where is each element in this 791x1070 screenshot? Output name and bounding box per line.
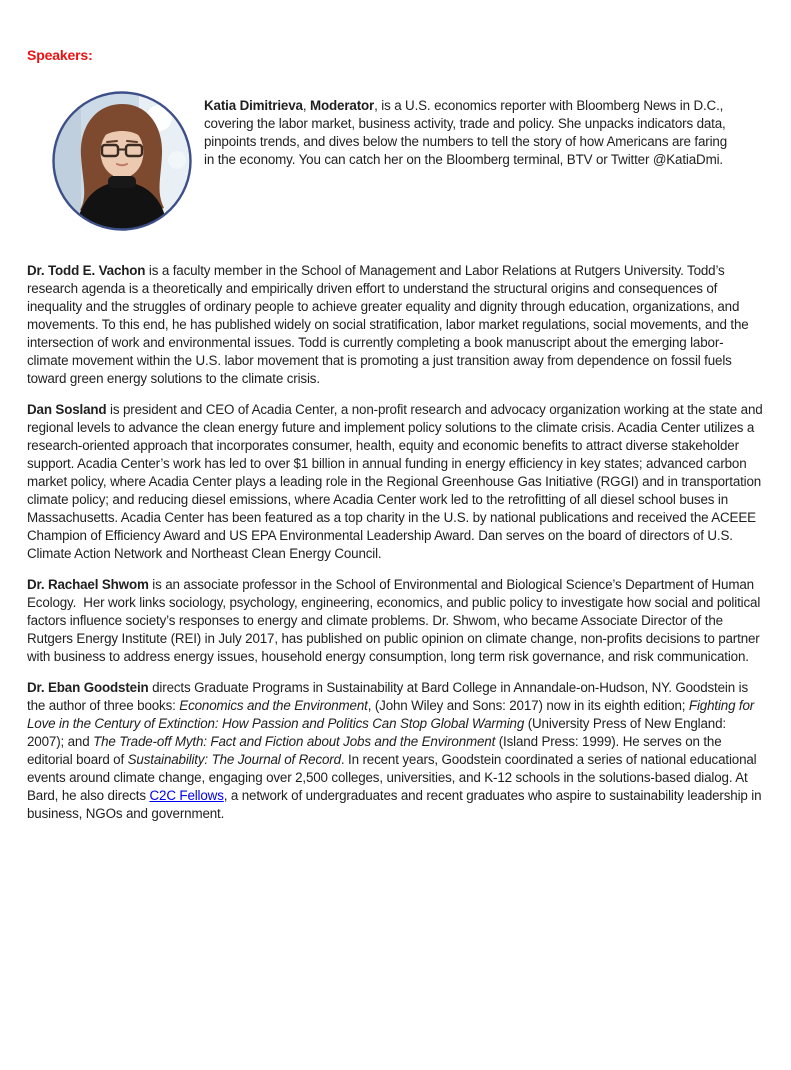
speaker-role: Moderator xyxy=(309,98,375,113)
book-title: Fighting for Love in the Century of Extinction: How Passion and Politics Can Stop Global Warming xyxy=(27,698,758,731)
document-page xyxy=(0,46,791,823)
moderator-section xyxy=(51,90,764,232)
headshot-photo-icon xyxy=(51,90,193,232)
speaker-name: Dan Sosland xyxy=(27,402,107,417)
speaker-bios xyxy=(27,262,767,823)
bio-dan-sosland: Dan Sosland is president and CEO of Acadia Center, a non-profit research and advocacy organization working at the state and regional levels to advance the clean energy future and implement policy solutions to the climate crisis. Acadia Center utilizes a research-oriented approach that incorporates consumer, health, equity and economic benefits to attract diverse stakeholder support. Acadia Center’s work has led to over $1 billion in annual funding in energy efficiency in key states; advanced carbon market policy, where Acadia Center plays a leading role in the Regional Greenhouse Gas Initiative (RGGI) and in transportation climate policy; and reducing diesel emissions, where Acadia Center work led to the retrofitting of all diesel school buses in Massachusetts. Acadia Center has been featured as a top charity in the U.S. by national publications and received the ACEEE Champion of Efficiency Award and US EPA Environmental Leadership Award. Dan serves on the board of directors of U.S. Climate Action Network and Northeast Clean Energy Council. xyxy=(27,402,767,561)
speaker-name: Katia Dimitrieva xyxy=(204,98,303,113)
book-title: Economics and the Environment xyxy=(179,698,368,713)
bio-katia-dimitrieva xyxy=(204,90,729,182)
c2c-fellows-link[interactable]: C2C Fellows xyxy=(149,788,224,803)
speaker-name: Dr. Todd E. Vachon xyxy=(27,263,146,278)
journal-title: Sustainability: The Journal of Record xyxy=(127,752,341,767)
bio-rachael-shwom: Dr. Rachael Shwom is an associate professor in the School of Environmental and Biological Science’s Department of Human Ecology. Her work links sociology, psychology, engineering, economics, and public policy to investigate how social and political factors influence society’s responses to energy and climate problems. Dr. Shwom, who became Associate Director of the Rutgers Energy Institute (REI) in July 2017, has published on public opinion on climate change, non-profits decisions to partner with business to address energy issues, household energy consumption, long term risk governance, and risk communication. xyxy=(27,577,764,664)
book-title: The Trade-off Myth: Fact and Fiction about Jobs and the Environment xyxy=(93,734,496,749)
speaker-name: Dr. Rachael Shwom xyxy=(27,577,149,592)
bio-todd-vachon: Dr. Todd E. Vachon is a faculty member in the School of Management and Labor Relations at Rutgers University. Todd’s research agenda is a theoretically and empirically driven effort to understand the structural origins and consequences of inequality and the struggles of ordinary people to achieve greater equality and dignity through education, organizations, and movements. To this end, he has published widely on social stratification, labor market regulations, social movements, and the intersection of work and environmental issues. Todd is currently completing a book manuscript about the emerging labor-climate movement within the U.S. labor movement that is promoting a just transition away from dependence on fossil fuels toward green energy solutions to the climate crisis. xyxy=(27,263,753,386)
bio-eban-goodstein: Dr. Eban Goodstein directs Graduate Programs in Sustainability at Bard College in Annandale-on-Hudson, NY. Goodstein is the author of three books: Economics and the Environment, (John Wiley and Sons: 2017) now in its eighth edition; Fighting for Love in the Century of Extinction: How Passion and Politics Can Stop Global Warming (University Press of New England: 2007); and The Trade-off Myth: Fact and Fiction about Jobs and the Environment (Island Press: 1999). He serves on the editorial board of Sustainability: The Journal of Record. In recent years, Goodstein coordinated a series of national educational events around climate change, engaging over 2,500 colleges, universities, and K-12 schools in the solutions-based dialog. At Bard, he also directs C2C Fellows, a network of undergraduates and recent graduates who aspire to sustainability leadership in business, NGOs and government. xyxy=(27,680,765,821)
bio-paragraph: Katia Dimitrieva, Moderator, is a U.S. economics reporter with Bloomberg News in D.C., covering the labor market, business activity, trade and policy. She unpacks indicators data, pinpoints trends, and dives below the numbers to tell the story of how Americans are faring in the economy. You can catch her on the Bloomberg terminal, BTV or Twitter @KatiaDmi. xyxy=(204,98,731,167)
speakers-heading: Speakers: xyxy=(27,47,93,63)
speaker-photo-katia-dimitrieva xyxy=(51,90,193,232)
speaker-name: Dr. Eban Goodstein xyxy=(27,680,149,695)
